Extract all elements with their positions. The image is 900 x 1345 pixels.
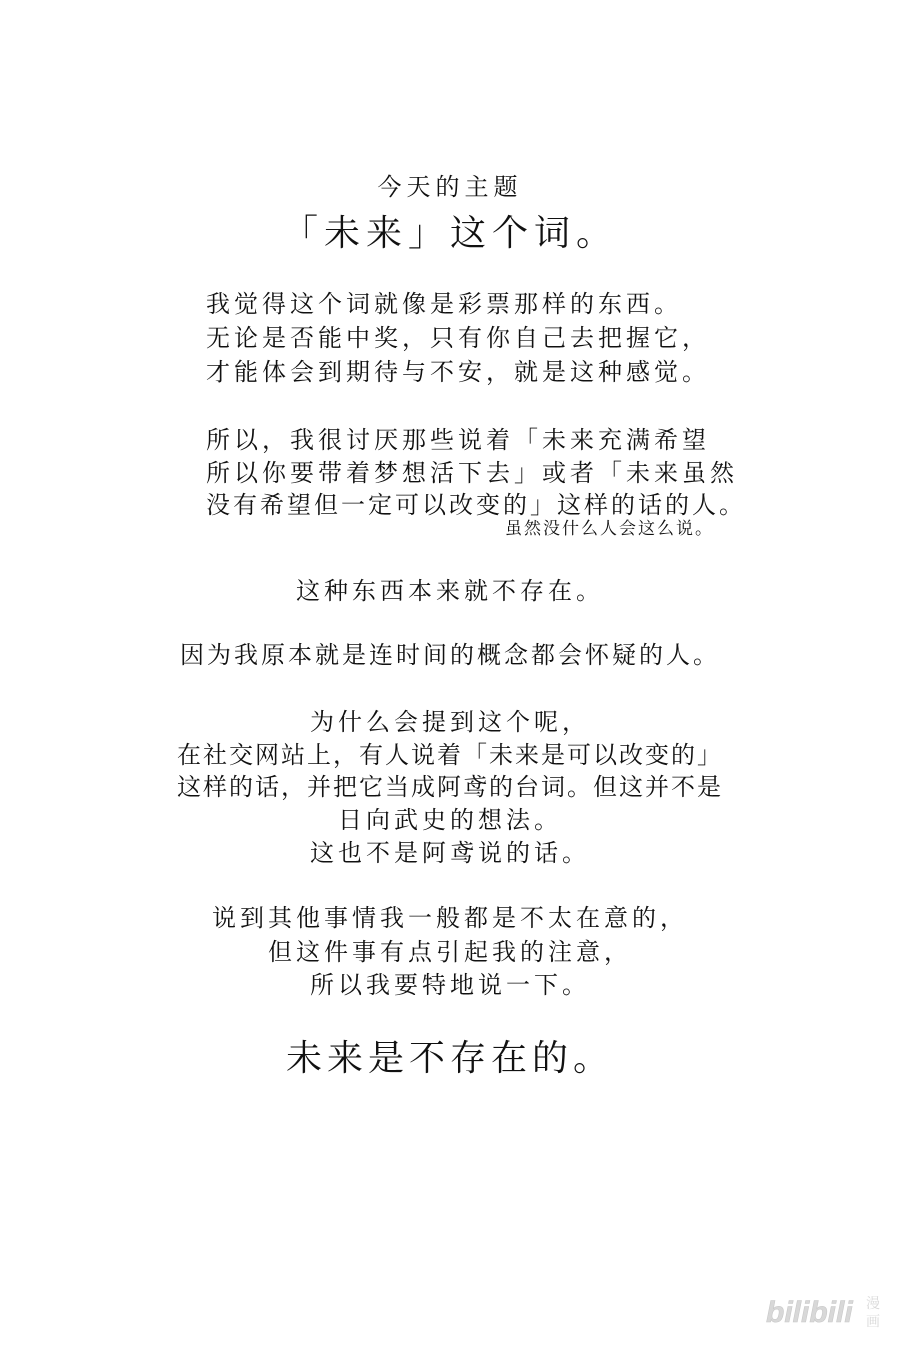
page-title: 「未来」这个词。 [281,213,618,254]
paragraph-6-line-3: 所以我要特地说一下。 [310,971,590,999]
paragraph-1-line-2: 无论是否能中奖，只有你自己去把握它， [206,324,710,352]
watermark-logo-text: bilibili [766,1296,853,1329]
paragraph-5-line-2: 在社交网站上，有人说着「未来是可以改变的」 [177,741,723,769]
watermark-sub-text-2: 画 [866,1314,880,1330]
paragraph-1-line-3: 才能体会到期待与不安，就是这种感觉。 [206,358,710,386]
paragraph-6-line-2: 但这件事有点引起我的注意， [268,938,632,966]
watermark-sub-text-1: 漫 [866,1296,880,1312]
paragraph-5-line-1: 为什么会提到这个呢， [310,708,590,736]
paragraph-3: 这种东西本来就不存在。 [296,577,604,605]
paragraph-4: 因为我原本就是连时间的概念都会怀疑的人。 [180,641,720,669]
page-subtitle: 今天的主题 [377,173,523,201]
paragraph-6-line-1: 说到其他事情我一般都是不太在意的， [212,904,688,932]
paragraph-2-line-2: 所以你要带着梦想活下去」或者「未来虽然 [206,459,738,487]
paragraph-5-line-3: 这样的话，并把它当成阿鸢的台词。但这并不是 [177,773,723,801]
paragraph-5-line-4: 日向武史的想法。 [338,806,562,834]
paragraph-2-line-1: 所以，我很讨厌那些说着「未来充满希望 [206,426,710,454]
paragraph-5-line-5: 这也不是阿鸢说的话。 [310,839,590,867]
paragraph-1-line-1: 我觉得这个词就像是彩票那样的东西。 [206,290,682,318]
bilibili-manga-watermark [766,1288,888,1332]
conclusion: 未来是不存在的。 [285,1038,614,1079]
paragraph-2-note: 虽然没什么人会这么说。 [505,519,714,539]
paragraph-2-line-3: 没有希望但一定可以改变的」这样的话的人。 [206,491,746,519]
